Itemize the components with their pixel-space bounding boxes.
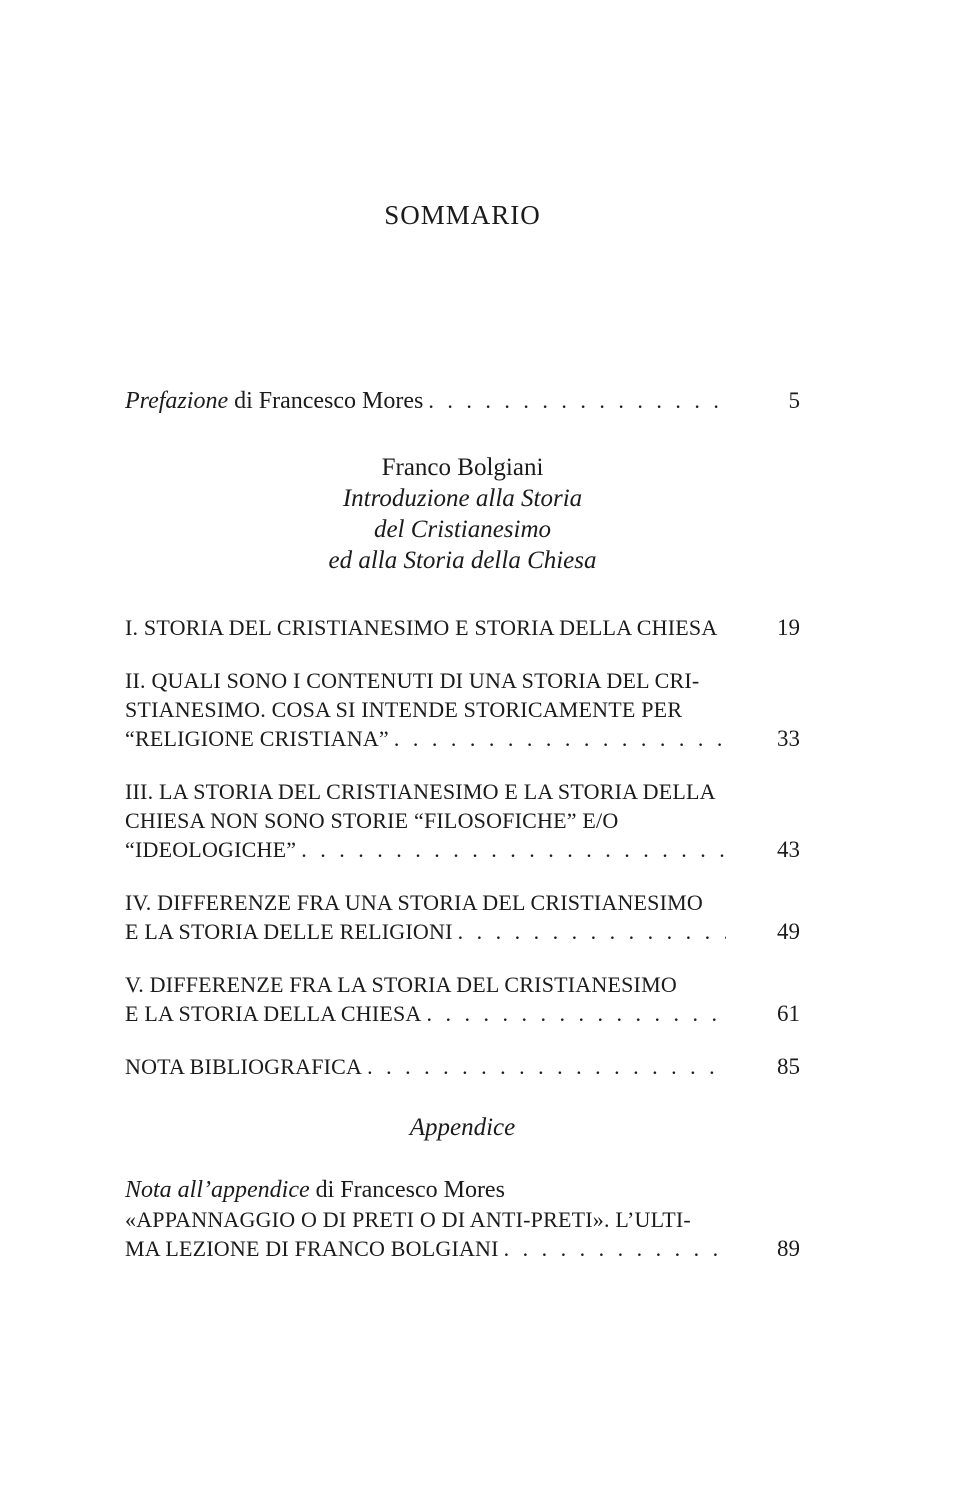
- entry-text: “IDEOLOGICHE”: [125, 837, 297, 862]
- section-author: Franco Bolgiani: [381, 454, 544, 481]
- entry-text: NOTA BIBLIOGRAFICA: [125, 1054, 363, 1079]
- section-heading: [125, 452, 800, 576]
- appendix-note-line: [125, 1175, 800, 1205]
- page-number: 49: [777, 919, 800, 944]
- entry-last-line: [125, 999, 800, 1028]
- entry-text-italic: Prefazione: [125, 388, 229, 414]
- entry-line: «APPANNAGGIO O DI PRETI O DI ANTI-PRETI». L’ULTI-: [125, 1207, 691, 1232]
- page-title: SOMMARIO: [384, 200, 541, 230]
- entry-text-roman: di Francesco Mores: [309, 1177, 505, 1203]
- page-number: 19: [777, 615, 800, 640]
- toc-entry-4: [125, 888, 800, 946]
- entry-text: E LA STORIA DELLA CHIESA: [125, 1001, 422, 1026]
- dot-leader: [427, 1001, 726, 1027]
- entry-text-italic: Nota all’appendice: [125, 1177, 310, 1203]
- dot-leader: [428, 386, 726, 416]
- section-title-line: Introduzione alla Storia: [342, 485, 583, 512]
- appendix-heading: Appendice: [409, 1114, 516, 1141]
- entry-last-line: [125, 1234, 800, 1263]
- page-number: 89: [777, 1236, 800, 1261]
- dot-leader: [458, 919, 726, 945]
- page-number: 33: [777, 726, 800, 751]
- entry-last-line: [125, 613, 800, 642]
- dot-leader: [301, 837, 726, 863]
- dot-leader: [367, 1054, 726, 1080]
- entry-text-roman: di Francesco Mores: [228, 388, 424, 414]
- toc-entry-1: [125, 613, 800, 642]
- entry-last-line: [125, 917, 800, 946]
- entry-line: IV. DIFFERENZE FRA UNA STORIA DEL CRISTIANESIMO: [125, 890, 703, 915]
- entry-text: E LA STORIA DELLE RELIGIONI: [125, 919, 453, 944]
- entry-last-line: [125, 835, 800, 864]
- entry-line: V. DIFFERENZE FRA LA STORIA DEL CRISTIANESIMO: [125, 972, 677, 997]
- entry-text: [125, 386, 423, 416]
- entry-text: I. STORIA DEL CRISTIANESIMO E STORIA DELLA CHIESA: [125, 615, 718, 640]
- toc-entry-appendix: [125, 1175, 800, 1263]
- section-title-line: ed alla Storia della Chiesa: [328, 547, 597, 574]
- toc-entry-3: [125, 777, 800, 864]
- page-number: 61: [777, 1001, 800, 1026]
- section-title-line: del Cristianesimo: [373, 516, 552, 543]
- entry-last-line: [125, 724, 800, 753]
- toc-entry-nota-bibliografica: [125, 1052, 800, 1081]
- page-number: 85: [777, 1054, 800, 1079]
- entry-line: CHIESA NON SONO STORIE “FILOSOFICHE” E/O: [125, 808, 619, 833]
- dot-leader: [394, 726, 726, 752]
- entry-line: III. LA STORIA DEL CRISTIANESIMO E LA STORIA DELLA: [125, 779, 716, 804]
- entry-text: MA LEZIONE DI FRANCO BOLGIANI: [125, 1236, 499, 1261]
- entry-line: STIANESIMO. COSA SI INTENDE STORICAMENTE PER: [125, 697, 683, 722]
- entry-text: “RELIGIONE CRISTIANA”: [125, 726, 389, 751]
- entry-last-line: [125, 1052, 800, 1081]
- toc-entry-prefazione: [125, 386, 800, 416]
- toc-entries: [125, 613, 800, 1081]
- page-number: 5: [788, 388, 800, 413]
- entry-line: II. QUALI SONO I CONTENUTI DI UNA STORIA DEL CRI-: [125, 668, 700, 693]
- toc-entry-2: [125, 666, 800, 753]
- dot-leader: [504, 1236, 726, 1262]
- toc-entry-5: [125, 970, 800, 1028]
- page-number: 43: [777, 837, 800, 862]
